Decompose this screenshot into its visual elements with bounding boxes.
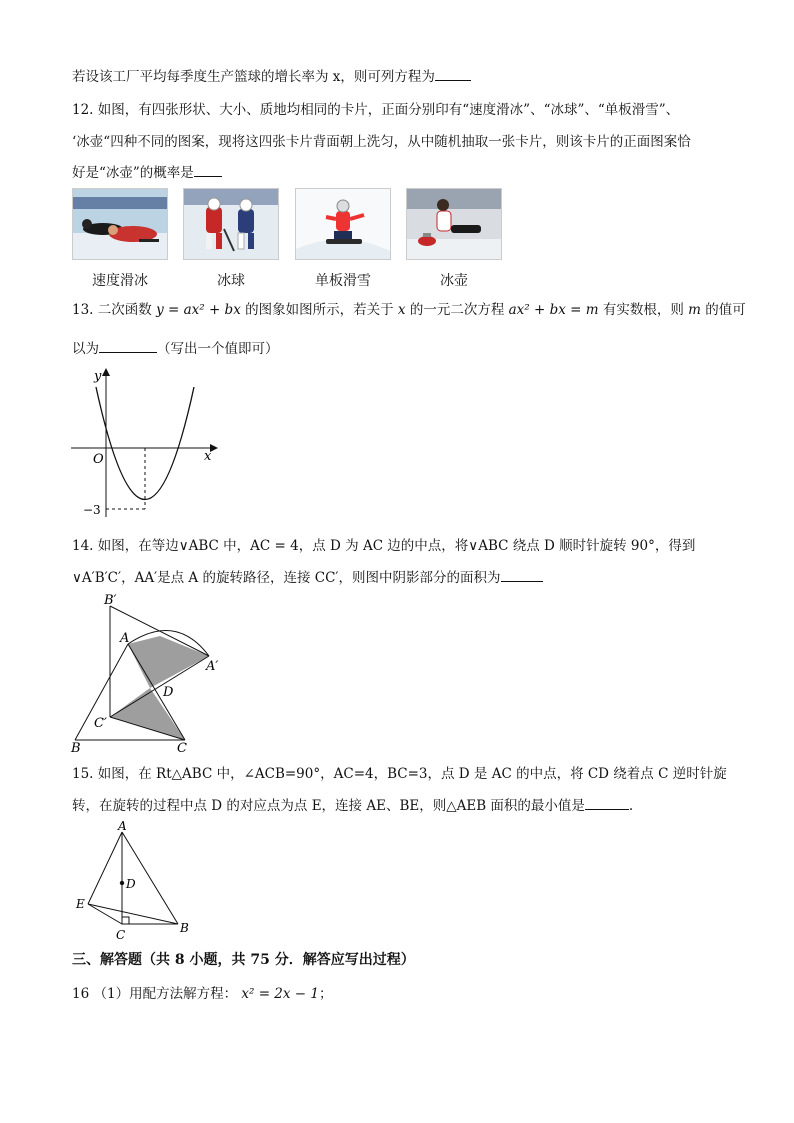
caption-snowboarding: 单板滑雪 (315, 273, 371, 289)
q15-line2 (72, 795, 633, 816)
q13-line1-c: 的一元二次方程 (409, 302, 505, 318)
q15-right-angle-mark (122, 917, 129, 924)
section3-title: 三、解答题（共 8 小题，共 75 分．解答应写出过程） (72, 952, 415, 968)
q11-tail-text: 若设该工厂平均每季度生产篮球的增长率为 x，则可列方程为 (72, 69, 435, 85)
q13-parabola-curve (96, 387, 194, 500)
q13-origin-label: O (93, 452, 104, 467)
q13-line2-a: 以为 (72, 341, 99, 357)
q16-text: （1）用配方法解方程： (93, 986, 238, 1002)
q12-answer-blank (194, 162, 222, 177)
q13-parabola-graph (66, 362, 226, 522)
q12-line2: ‘冰壶“四种不同的图案，现将这四张卡片背面朝上洗匀，从中随机抽取一张卡片，则该卡片的正面图案恰 (72, 134, 691, 150)
q16-line (72, 984, 332, 1004)
q15-segment-AE (88, 832, 122, 904)
q13-line2 (72, 338, 279, 359)
q14-shaded-region-upper (128, 636, 209, 688)
q14-shaded-region-lower (110, 688, 185, 740)
caption-ice-hockey: 冰球 (217, 273, 245, 289)
q13-line2-b: （写出一个值即可） (157, 341, 279, 357)
q14-label-A: A (120, 631, 130, 646)
q13-y-label: y (94, 369, 102, 384)
q14-label-C: C (177, 741, 187, 752)
q11-tail-line (72, 66, 471, 87)
q15-label-A: A (118, 820, 127, 833)
q15-point-D (120, 881, 124, 885)
q15-label-C: C (116, 928, 126, 942)
q15-label-E: E (76, 897, 85, 911)
curling-image (406, 188, 502, 260)
q13-x-label: x (204, 449, 212, 464)
q13-line1 (72, 300, 746, 320)
q15-triangle-figure (70, 820, 210, 945)
q14-rotation-figure (66, 592, 236, 752)
q13-var-x: x (397, 302, 406, 318)
q13-line1-a: 13. 二次函数 (72, 302, 152, 318)
q15-label-B: B (180, 921, 189, 935)
q13-line1-b: 的图象如图所示，若关于 (245, 302, 394, 318)
q15-segment-EB (88, 904, 178, 924)
q13-var-m: m (688, 302, 701, 318)
q15-line1: 15. 如图，在 Rt△ABC 中，∠ACB=90°，AC=4，BC=3，点 D 是 AC 的中点，将 CD 绕着点 C 逆时针旋 (72, 766, 727, 782)
q12-line1: 12. 如图，有四张形状、大小、质地均相同的卡片，正面分别印有“速度滑冰”、“冰球”、“单板滑雪”、 (72, 102, 680, 118)
speed-skating-image (72, 188, 168, 260)
q14-line2-text: ∨A′B′C′，AA′是点 A 的旋转路径，连接 CC′，则图中阴影部分的面积为 (72, 570, 501, 586)
q13-answer-blank (99, 338, 157, 353)
q11-answer-blank (435, 66, 471, 81)
q13-equation: ax² + bx = m (508, 302, 599, 318)
q13-min-label: −3 (83, 503, 101, 517)
q12-line3-text: 好是“冰壶”的概率是 (72, 165, 194, 181)
q15-label-D: D (126, 877, 136, 891)
q14-label-Cp: C′ (94, 716, 107, 731)
q16-end: ； (318, 986, 333, 1002)
q14-answer-blank (501, 567, 543, 582)
q13-function-formula: y = ax² + bx (156, 302, 241, 318)
ice-hockey-image (183, 188, 279, 260)
q13-line1-e: 的值可 (705, 302, 746, 318)
q15-line2-text: 转，在旋转的过程中点 D 的对应点为点 E，连接 AE、BE，则△AEB 面积的最小值是 (72, 798, 585, 814)
q16-equation: x² = 2x − 1 (241, 986, 319, 1002)
q14-label-Bp: B′ (104, 593, 117, 608)
q14-label-B: B (71, 741, 81, 752)
q16-number: 16 (72, 986, 90, 1002)
q14-line1: 14. 如图，在等边∨ABC 中，AC = 4，点 D 为 AC 边的中点，将∨ABC 绕点 D 顺时针旋转 90°，得到 (72, 538, 696, 554)
q15-segment-EC (88, 904, 122, 924)
q14-label-D: D (163, 685, 174, 700)
caption-curling: 冰壶 (440, 273, 468, 289)
q12-line3 (72, 162, 222, 183)
q14-line2 (72, 567, 543, 588)
q13-line1-d: 有实数根，则 (602, 302, 684, 318)
q14-label-Ap: A′ (206, 659, 219, 674)
q15-answer-blank (585, 795, 629, 810)
snowboarding-image (295, 188, 391, 260)
q15-line2-end: . (628, 798, 634, 814)
caption-speed-skating: 速度滑冰 (92, 273, 148, 289)
